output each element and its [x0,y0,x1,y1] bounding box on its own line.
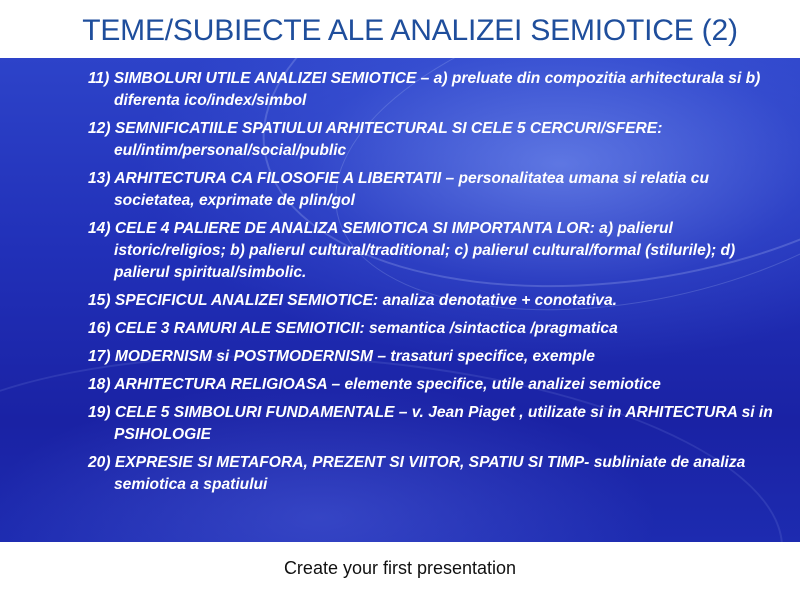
topic-item: 15) SPECIFICUL ANALIZEI SEMIOTICE: analiza denotative + conotativa. [88,292,617,309]
topic-list [88,68,788,502]
footer-caption: Create your first presentation [283,558,517,578]
topic-item: 19) CELE 5 SIMBOLURI FUNDAMENTALE – v. Jean Piaget , utilizate si in ARHITECTURA si in PSIHOLOGIE [88,404,773,443]
topic-item: 11) SIMBOLURI UTILE ANALIZEI SEMIOTICE – a) preluate din compozitia arhitecturala si b) diferenta ico/index/simbol [88,70,761,109]
topic-item: 16) CELE 3 RAMURI ALE SEMIOTICII: semantica /sintactica /pragmatica [88,320,618,337]
slide-title: TEME/SUBIECTE ALE ANALIZEI SEMIOTICE (2) [82,14,738,47]
topic-item: 20) EXPRESIE SI METAFORA, PREZENT SI VIITOR, SPATIU SI TIMP- subliniate de analiza semiotica a spatiului [88,454,746,493]
slide-content-area [0,58,800,542]
topic-item: 12) SEMNIFICATIILE SPATIULUI ARHITECTURAL SI CELE 5 CERCURI/SFERE: eul/intim/personal/social/public [88,120,663,159]
topic-item: 18) ARHITECTURA RELIGIOASA – elemente specifice, utile analizei semiotice [88,376,661,393]
topic-item: 17) MODERNISM si POSTMODERNISM – trasaturi specifice, exemple [88,348,595,365]
topic-item: 13) ARHITECTURA CA FILOSOFIE A LIBERTATII – personalitatea umana si relatia cu societatea, exprimate de plin/gol [88,170,709,209]
topic-item: 14) CELE 4 PALIERE DE ANALIZA SEMIOTICA SI IMPORTANTA LOR: a) palierul istoric/religios; b) palierul cultural/traditional; c) palierul cultural/formal (stilurile); d) palierul spiritual/simbolic. [88,220,736,281]
slide-title-bar [0,0,800,58]
